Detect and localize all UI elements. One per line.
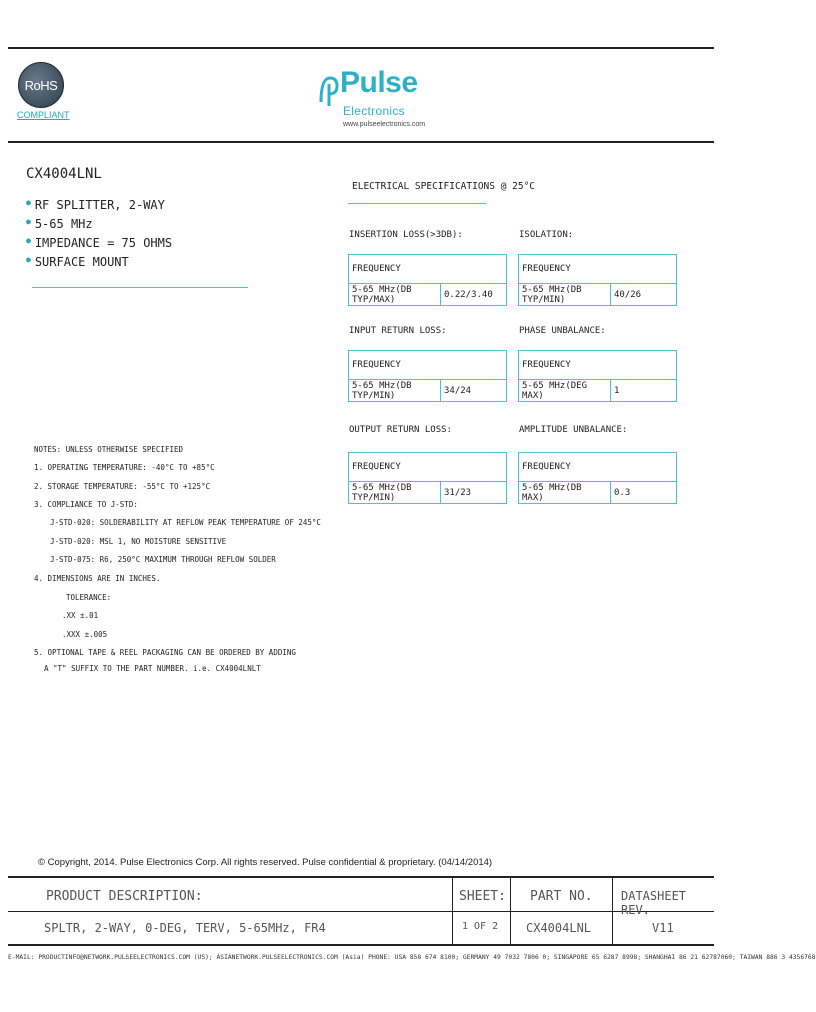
note-3: 3. COMPLIANCE TO J-STD: (34, 500, 138, 509)
feature-text: IMPEDANCE = 75 OHMS (34, 236, 173, 250)
title-block-top (8, 876, 714, 878)
amplitude-unbalance-table (518, 452, 677, 504)
table-row-value: 0.3 (611, 482, 677, 504)
table-header: FREQUENCY (519, 351, 677, 380)
sheet-label: SHEET: (459, 889, 506, 904)
tolerance-1: .XX ±.01 (62, 611, 99, 620)
feature-text: 5-65 MHz (34, 217, 93, 231)
table-row-value: 31/23 (441, 482, 507, 504)
output-return-loss-table (348, 452, 507, 504)
contact-info: E-MAIL: PRODUCTINFO@NETWORK.PULSEELECTRONICS.COM (US); ASIANETWORK.PULSEELECTRONICS.COM (Asia) PHONE: USA 858 674 8100; GERMANY 49 7032 7806 0; SINGAPORE 65 6287 8998; SHANGHAI 86 21 62787060; TAIWAN 886 3 4356768 (8, 954, 816, 961)
part-number-value: CX4004LNL (526, 921, 592, 935)
insertion-loss-table (348, 254, 507, 306)
note-4: 4. DIMENSIONS ARE IN INCHES. (34, 574, 161, 583)
feature-item (26, 217, 93, 231)
feature-text: SURFACE MOUNT (34, 255, 129, 269)
product-description-label: PRODUCT DESCRIPTION: (46, 889, 203, 904)
note-1: 1. OPERATING TEMPERATURE: -40°C TO +85°C (34, 463, 215, 472)
tolerance-label: TOLERANCE: (66, 593, 112, 602)
sheet-value: 1 OF 2 (462, 921, 499, 932)
product-description-value: SPLTR, 2-WAY, 0-DEG, TERV, 5-65MHz, FR4 (44, 921, 326, 935)
table-header: FREQUENCY (519, 453, 677, 482)
table-row-value: 1 (611, 380, 677, 402)
feature-divider (32, 287, 248, 288)
table-header: FREQUENCY (349, 255, 507, 284)
note-3c: J-STD-075: R6, 250°C MAXIMUM THROUGH REFLOW SOLDER (50, 555, 276, 564)
table-row-value: 34/24 (441, 380, 507, 402)
note-2: 2. STORAGE TEMPERATURE: -55°C TO +125°C (34, 482, 211, 491)
phase-unbalance-table (518, 350, 677, 402)
bullet-icon: ● (26, 217, 31, 226)
input-return-loss-table (348, 350, 507, 402)
title-block-divider (612, 876, 613, 945)
bullet-icon: ● (26, 198, 31, 207)
rohs-badge (18, 62, 64, 108)
copyright-notice: © Copyright, 2014. Pulse Electronics Corp. All rights reserved. Pulse confidential & proprietary. (04/14/2014) (38, 857, 493, 868)
title-block-divider (452, 876, 453, 945)
table-header: FREQUENCY (349, 351, 507, 380)
datasheet-rev-label: DATASHEET REV. (621, 889, 687, 917)
brand-subtitle: Electronics (343, 104, 405, 118)
table-row-label: 5-65 MHz(DB MAX) (519, 482, 611, 504)
bullet-icon: ● (26, 236, 31, 245)
part-number-label: PART NO. (530, 889, 593, 904)
note-3a: J-STD-020: SOLDERABILITY AT REFLOW PEAK TEMPERATURE OF 245°C (50, 518, 321, 527)
table-row-label: 5-65 MHz(DEG MAX) (519, 380, 611, 402)
feature-text: RF SPLITTER, 2-WAY (34, 198, 165, 212)
header-bottom-rule (8, 141, 714, 143)
bullet-icon: ● (26, 255, 31, 264)
feature-item (26, 255, 129, 269)
part-number: CX4004LNL (26, 166, 102, 182)
title-block-mid (8, 911, 714, 912)
note-3b: J-STD-020: MSL 1, NO MOISTURE SENSITIVE (50, 537, 227, 546)
title-block-divider (510, 876, 511, 945)
top-rule (8, 47, 714, 49)
table-row-label: 5-65 MHz(DB TYP/MIN) (519, 284, 611, 306)
table-row-value: 40/26 (611, 284, 677, 306)
table-row-label: 5-65 MHz(DB TYP/MAX) (349, 284, 441, 306)
table-row-label: 5-65 MHz(DB TYP/MIN) (349, 380, 441, 402)
brand-name: Pulse (340, 66, 418, 99)
spec-title-underline (348, 203, 486, 204)
output-return-loss-label: OUTPUT RETURN LOSS: (349, 425, 452, 435)
feature-item (26, 198, 165, 212)
insertion-loss-label: INSERTION LOSS(>3DB): (349, 230, 463, 240)
note-5b: A "T" SUFFIX TO THE PART NUMBER. i.e. CX4004LNLT (44, 664, 261, 673)
feature-item (26, 236, 172, 250)
notes-heading: NOTES: UNLESS OTHERWISE SPECIFIED (34, 445, 184, 454)
amplitude-unbalance-label: AMPLITUDE UNBALANCE: (519, 425, 628, 435)
spec-title: ELECTRICAL SPECIFICATIONS @ 25°C (352, 181, 536, 192)
phase-unbalance-label: PHASE UNBALANCE: (519, 326, 606, 336)
table-header: FREQUENCY (349, 453, 507, 482)
title-block-bottom (8, 944, 714, 946)
table-row-value: 0.22/3.40 (441, 284, 507, 306)
brand-url[interactable]: www.pulseelectronics.com (343, 121, 426, 128)
table-header: FREQUENCY (519, 255, 677, 284)
rohs-compliant-label: COMPLIANT (17, 110, 70, 120)
rohs-badge-text: RoHS (24, 77, 58, 93)
note-5: 5. OPTIONAL TAPE & REEL PACKAGING CAN BE ORDERED BY ADDING (34, 648, 296, 657)
isolation-table (518, 254, 677, 306)
tolerance-2: .XXX ±.005 (62, 630, 108, 639)
datasheet-rev-value: V11 (652, 921, 674, 935)
table-row-label: 5-65 MHz(DB TYP/MIN) (349, 482, 441, 504)
input-return-loss-label: INPUT RETURN LOSS: (349, 326, 447, 336)
isolation-label: ISOLATION: (519, 230, 574, 240)
pulse-logo-icon (318, 72, 340, 110)
